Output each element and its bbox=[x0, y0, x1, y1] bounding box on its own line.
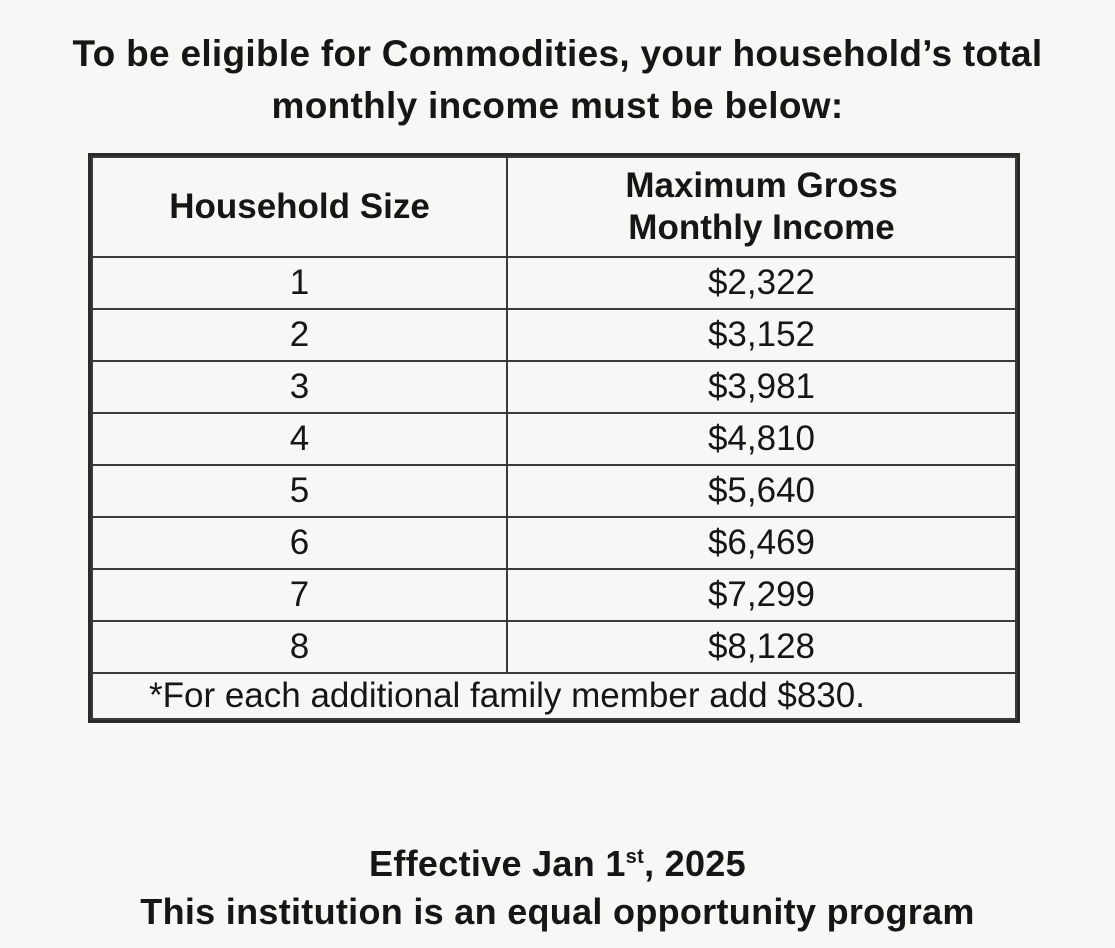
table-row bbox=[92, 309, 1016, 361]
table-row bbox=[92, 517, 1016, 569]
income-cell: $6,469 bbox=[507, 517, 1016, 569]
income-cell: $7,299 bbox=[507, 569, 1016, 621]
column-header-household-size: Household Size bbox=[92, 157, 507, 257]
additional-member-note: *For each additional family member add $830. bbox=[92, 673, 1016, 719]
household-size-cell: 5 bbox=[92, 465, 507, 517]
income-cell: $5,640 bbox=[507, 465, 1016, 517]
household-size-cell: 2 bbox=[92, 309, 507, 361]
household-size-cell: 3 bbox=[92, 361, 507, 413]
income-cell: $2,322 bbox=[507, 257, 1016, 309]
column-header-max-income-line-1: Maximum Gross bbox=[625, 166, 898, 205]
household-size-cell: 4 bbox=[92, 413, 507, 465]
income-cell: $3,152 bbox=[507, 309, 1016, 361]
table-header-row bbox=[92, 157, 1016, 257]
table-row bbox=[92, 257, 1016, 309]
income-table-frame bbox=[88, 153, 1020, 723]
eligibility-heading bbox=[0, 28, 1115, 132]
effective-date-prefix: Effective Jan 1 bbox=[369, 843, 626, 884]
table-row bbox=[92, 621, 1016, 673]
table-note-row bbox=[92, 673, 1016, 719]
heading-line-1: To be eligible for Commodities, your household’s total bbox=[72, 33, 1043, 74]
income-cell: $3,981 bbox=[507, 361, 1016, 413]
table-row bbox=[92, 465, 1016, 517]
household-size-cell: 7 bbox=[92, 569, 507, 621]
table-row bbox=[92, 413, 1016, 465]
footer bbox=[0, 840, 1115, 936]
table-row bbox=[92, 569, 1016, 621]
household-size-cell: 8 bbox=[92, 621, 507, 673]
effective-date-year: , 2025 bbox=[644, 843, 746, 884]
heading-line-2: monthly income must be below: bbox=[271, 85, 844, 126]
column-header-max-income-line-2: Monthly Income bbox=[628, 208, 895, 247]
household-size-cell: 1 bbox=[92, 257, 507, 309]
household-size-cell: 6 bbox=[92, 517, 507, 569]
effective-date-ordinal: st bbox=[625, 846, 645, 868]
table-row bbox=[92, 361, 1016, 413]
column-header-max-income bbox=[507, 157, 1016, 257]
income-cell: $4,810 bbox=[507, 413, 1016, 465]
income-cell: $8,128 bbox=[507, 621, 1016, 673]
income-table bbox=[91, 156, 1017, 720]
equal-opportunity-statement: This institution is an equal opportunity program bbox=[140, 891, 975, 932]
effective-date bbox=[0, 840, 1115, 888]
